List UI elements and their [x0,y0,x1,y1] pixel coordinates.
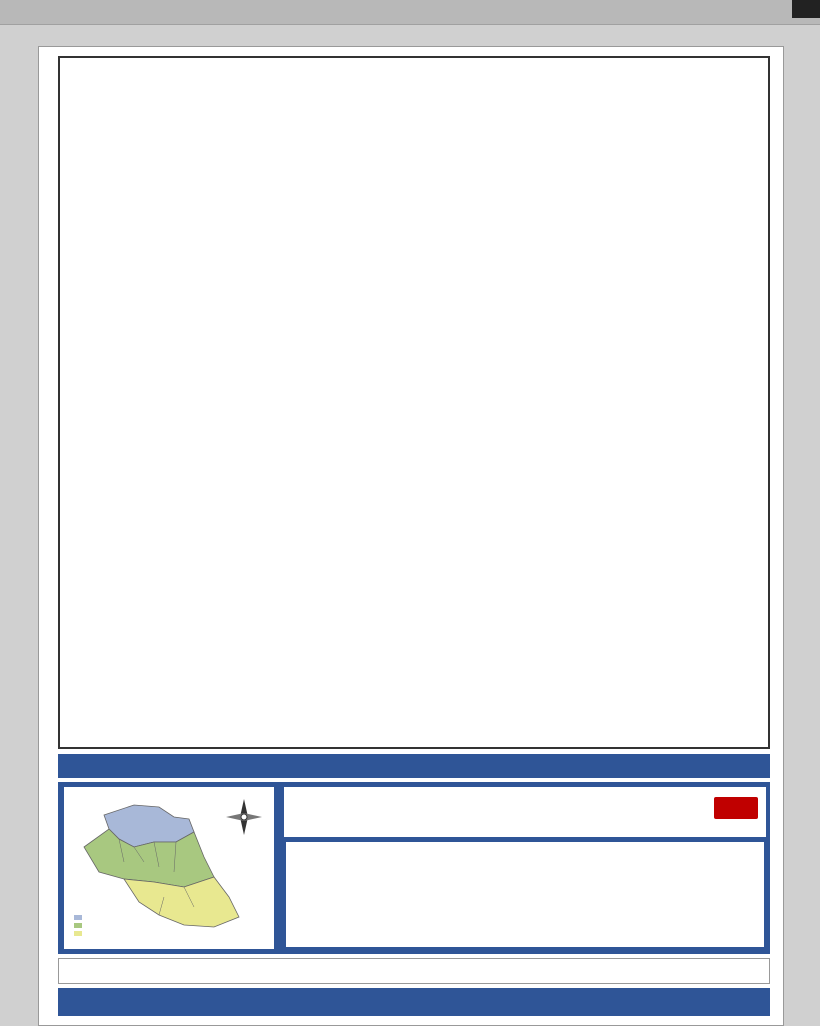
terms-list [284,840,766,949]
window-corner [792,0,820,18]
window-top-bar [0,0,820,25]
note-alert-badge [714,797,758,819]
note-box [284,787,766,837]
info-section-title [58,754,770,778]
footer-credit [58,988,770,1016]
forecast-table [58,56,770,749]
info-panel [58,782,770,954]
compass-icon [226,799,262,835]
iraq-regions-map [64,787,274,949]
rain-intensity-line [58,958,770,984]
